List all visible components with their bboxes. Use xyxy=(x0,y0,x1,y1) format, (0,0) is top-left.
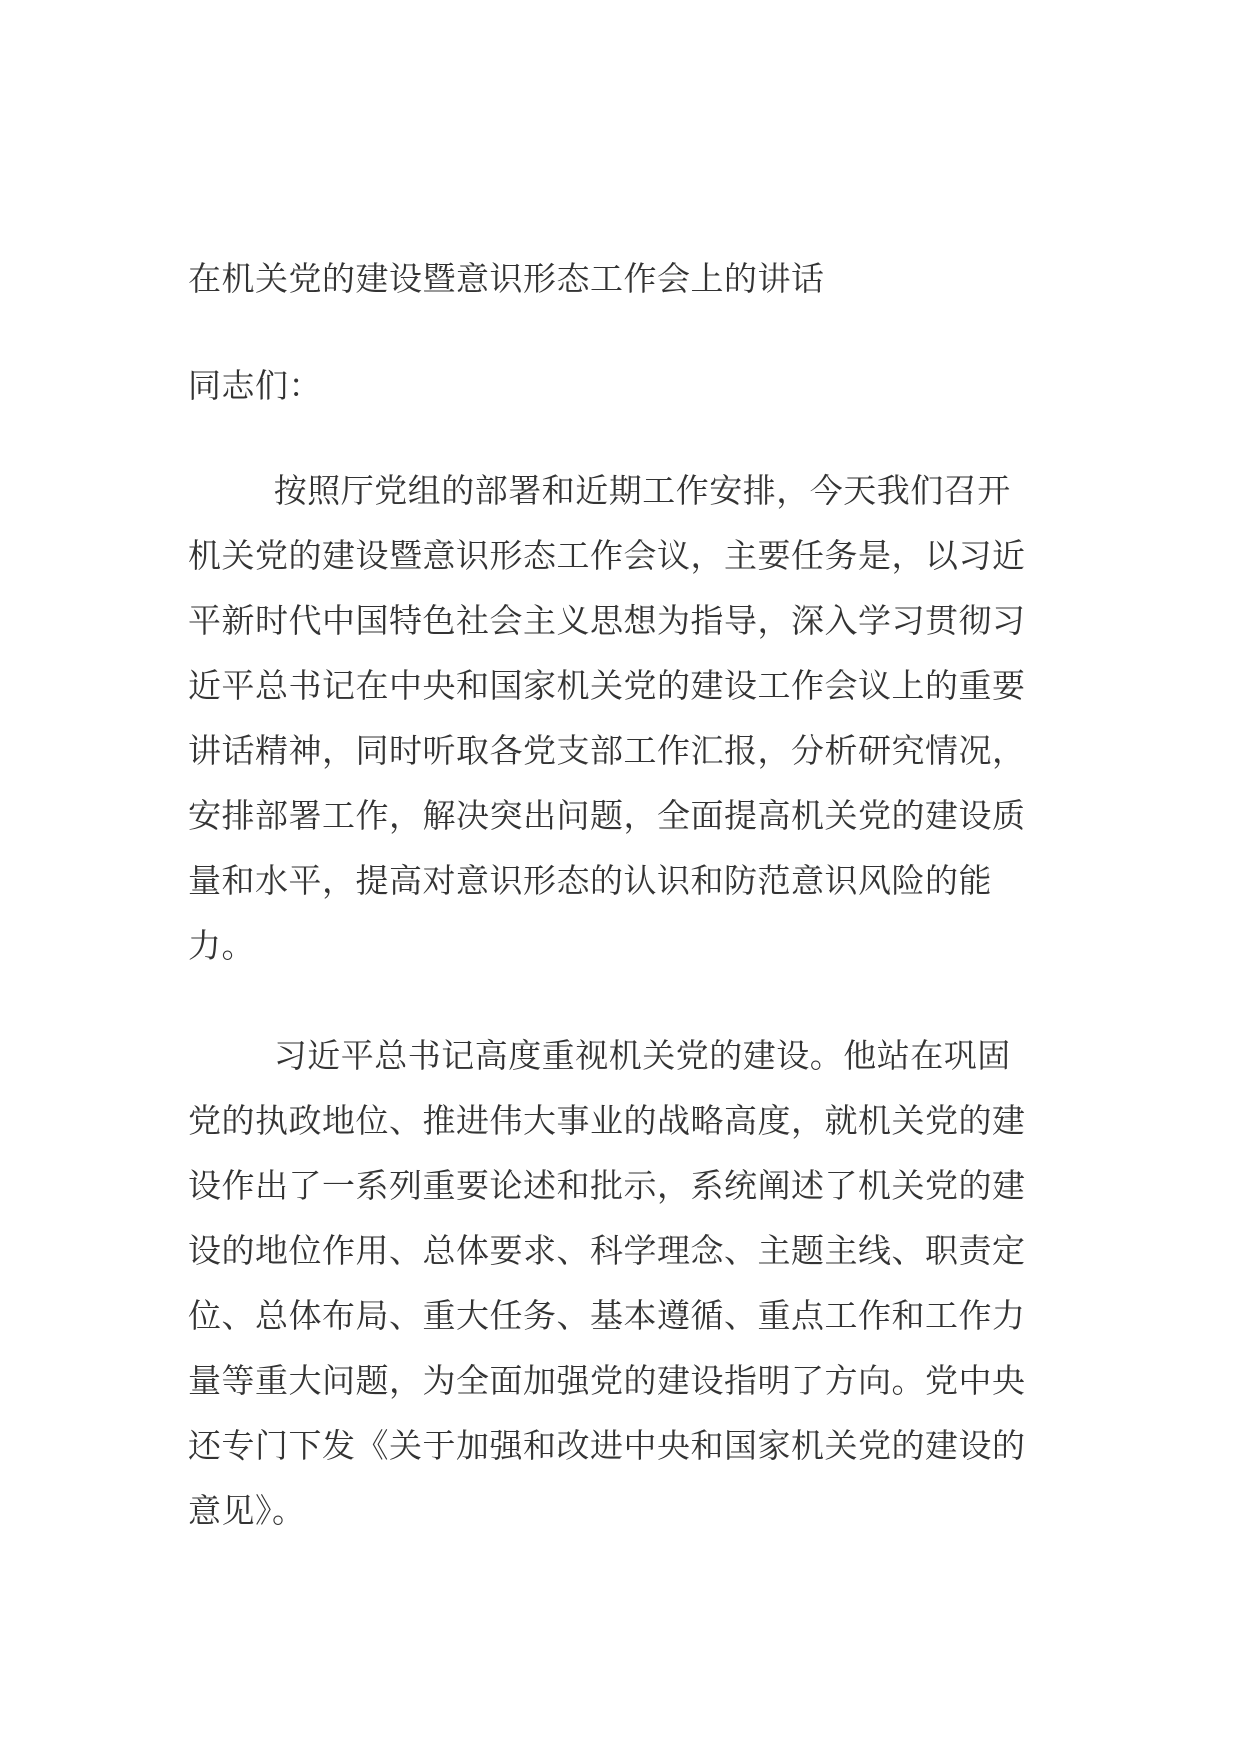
document-title: 在机关党的建设暨意识形态工作会上的讲话 xyxy=(188,259,825,298)
document-body xyxy=(188,246,1044,1543)
salutation: 同志们： xyxy=(188,366,322,405)
paragraph-2: 习近平总书记高度重视机关党的建设。他站在巩固党的执政地位、推进伟大事业的战略高度，就机关党的建设作出了一系列重要论述和批示，系统阐述了机关党的建设的地位作用、总体要求、科学理念、主题主线、职责定位、总体布局、重大任务、基本遵循、重点工作和工作力量等重大问题，为全面加强党的建设指明了方向。党中央还专门下发《关于加强和改进中央和国家机关党的建设的意见》。 xyxy=(188,1036,1026,1530)
paragraph-1: 按照厅党组的部署和近期工作安排，今天我们召开机关党的建设暨意识形态工作会议，主要任务是，以习近平新时代中国特色社会主义思想为指导，深入学习贯彻习近平总书记在中央和国家机关党的建设工作会议上的重要讲话精神，同时听取各党支部工作汇报，分析研究情况，安排部署工作，解决突出问题，全面提高机关党的建设质量和水平，提高对意识形态的认识和防范意识风险的能力。 xyxy=(188,471,1026,965)
